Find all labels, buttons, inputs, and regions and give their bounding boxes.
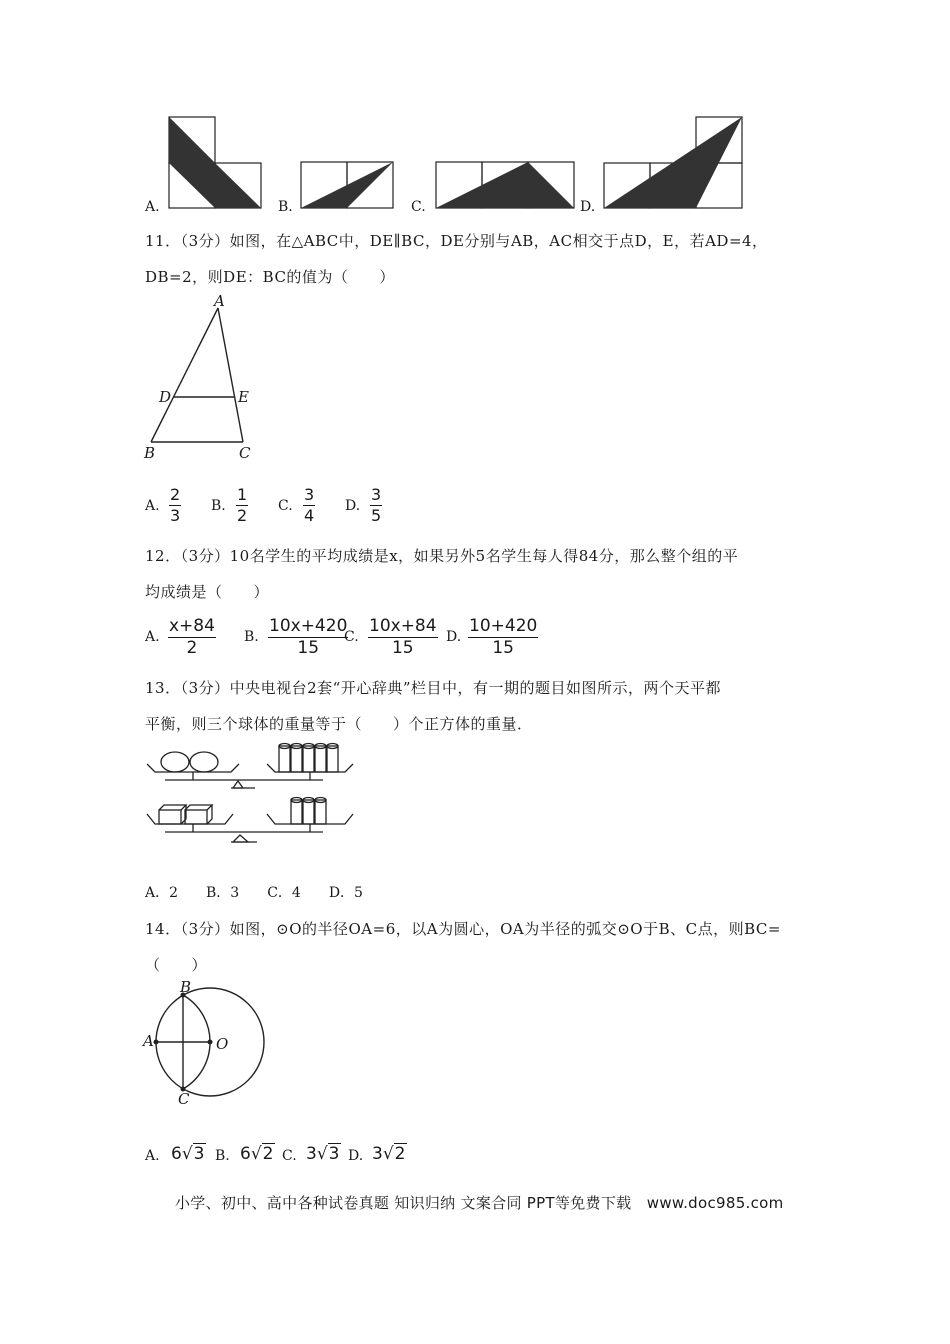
q12-stem-line2: 均成绩是（ ） xyxy=(145,583,270,601)
sphere-icon xyxy=(161,752,189,772)
q14-option-a-radical: 6√3 xyxy=(171,1144,205,1164)
q12-stem-line1: 12．（3分）10名学生的平均成绩是x，如果另外5名学生每人得84分，那么整个组的平 xyxy=(145,547,739,565)
numerator: 10+420 xyxy=(469,616,538,636)
q14-stem-line1: 14．（3分）如图，⊙O的半径OA=6，以A为圆心，OA为半径的弧交⊙O于B、C点，则BC= xyxy=(145,920,781,938)
sphere-icon xyxy=(190,752,218,772)
lower-right-pan xyxy=(267,814,353,824)
q13-stem-line2: 平衡，则三个球体的重量等于（ ）个正方体的重量． xyxy=(145,715,533,733)
q12-option-a-letter: A. xyxy=(145,629,160,645)
q12-option-a-fraction xyxy=(168,617,216,658)
q11-option-a-letter: A. xyxy=(145,498,160,514)
cube-icon xyxy=(185,810,207,824)
cube-icon xyxy=(159,810,181,824)
denominator: 2 xyxy=(237,506,248,525)
numerator: 3 xyxy=(304,485,315,504)
q12-option-b-letter: B. xyxy=(244,629,259,645)
denominator: 4 xyxy=(304,506,315,525)
q11-option-c-letter: C. xyxy=(278,498,293,514)
numerator: 2 xyxy=(170,485,181,504)
upper-right-pan xyxy=(267,764,353,772)
q11-label-d: D xyxy=(159,388,172,406)
denominator: 15 xyxy=(297,638,320,658)
q10-option-c-label: C. xyxy=(411,199,426,215)
q12-option-c-fraction xyxy=(368,617,438,658)
q11-option-d-letter: D. xyxy=(345,498,361,514)
q14-label-b: B xyxy=(180,978,192,996)
numerator: x+84 xyxy=(169,616,215,636)
q14-circle-figure xyxy=(145,978,270,1108)
q14-option-c-letter: C. xyxy=(282,1148,297,1164)
q13-stem-line1: 13．（3分）中央电视台2套“开心辞典”栏目中，有一期的题目如图所示，两个天平都 xyxy=(145,679,722,697)
q14-option-c-radical: 3√3 xyxy=(306,1144,340,1164)
q11-option-a-fraction xyxy=(169,486,181,525)
q14-label-o: O xyxy=(216,1035,229,1053)
fulcrum-icon xyxy=(233,835,248,842)
radicand: 2 xyxy=(262,1144,274,1164)
lower-left-pan xyxy=(147,814,233,824)
q14-option-a-letter: A. xyxy=(145,1148,160,1164)
denominator: 15 xyxy=(391,638,414,658)
q11-label-c: C xyxy=(239,444,251,462)
numerator: 10x+420 xyxy=(269,616,348,636)
denominator: 3 xyxy=(170,506,181,525)
radicand: 2 xyxy=(394,1144,406,1164)
numerator: 3 xyxy=(371,485,382,504)
q11-triangle-figure xyxy=(145,290,265,465)
q11-option-d-fraction xyxy=(370,486,382,525)
radicand: 3 xyxy=(328,1144,340,1164)
q10-option-a-label: A. xyxy=(145,199,160,215)
q12-option-d-fraction xyxy=(468,617,538,658)
q14-label-c: C xyxy=(178,1090,190,1108)
page-footer[interactable]: 小学、初中、高中各种试卷真题 知识归纳 文案合同 PPT等免费下载 www.doc985.com xyxy=(175,1194,784,1212)
coefficient: 3 xyxy=(306,1144,317,1164)
denominator: 2 xyxy=(186,638,198,658)
q10-option-b-label: B. xyxy=(278,199,293,215)
fulcrum-icon xyxy=(233,781,243,788)
q11-option-c-fraction xyxy=(303,486,315,525)
q14-stem-line2: （ ） xyxy=(145,956,208,974)
denominator: 15 xyxy=(492,638,514,658)
q10-option-d-figure xyxy=(603,116,745,210)
q10-option-d-label: D. xyxy=(580,199,596,215)
numerator: 10x+84 xyxy=(369,616,437,636)
radicand: 3 xyxy=(193,1144,205,1164)
coefficient: 3 xyxy=(372,1144,383,1164)
q12-option-d-letter: D. xyxy=(446,629,462,645)
q10-option-b-figure xyxy=(300,161,396,209)
q13-options: A．2 B．3 C．4 D．5 xyxy=(145,885,363,901)
q11-stem-line1: 11．（3分）如图，在△ABC中，DE∥BC，DE分别与AB，AC相交于点D，E，若AD=4， xyxy=(145,232,768,250)
denominator: 5 xyxy=(371,506,382,525)
q10-option-c-figure xyxy=(435,161,577,209)
q11-option-b-letter: B. xyxy=(211,498,226,514)
q11-label-e: E xyxy=(238,388,249,406)
q14-option-d-radical: 3√2 xyxy=(372,1144,406,1164)
coefficient: 6 xyxy=(240,1144,251,1164)
q14-option-b-letter: B. xyxy=(215,1148,230,1164)
q14-option-b-radical: 6√2 xyxy=(240,1144,274,1164)
coefficient: 6 xyxy=(171,1144,182,1164)
q11-option-b-fraction xyxy=(236,486,248,525)
q10-option-a-figure xyxy=(168,116,264,210)
q14-label-a: A xyxy=(143,1032,154,1050)
q11-label-a: A xyxy=(214,292,225,310)
q12-option-c-letter: C. xyxy=(344,629,359,645)
q14-option-d-letter: D. xyxy=(348,1148,364,1164)
q12-option-b-fraction xyxy=(268,617,348,658)
q11-stem-line2: DB=2，则DE：BC的值为（ ） xyxy=(145,268,395,286)
q11-label-b: B xyxy=(144,444,156,462)
numerator: 1 xyxy=(237,485,248,504)
q13-balance-figure xyxy=(145,738,360,848)
